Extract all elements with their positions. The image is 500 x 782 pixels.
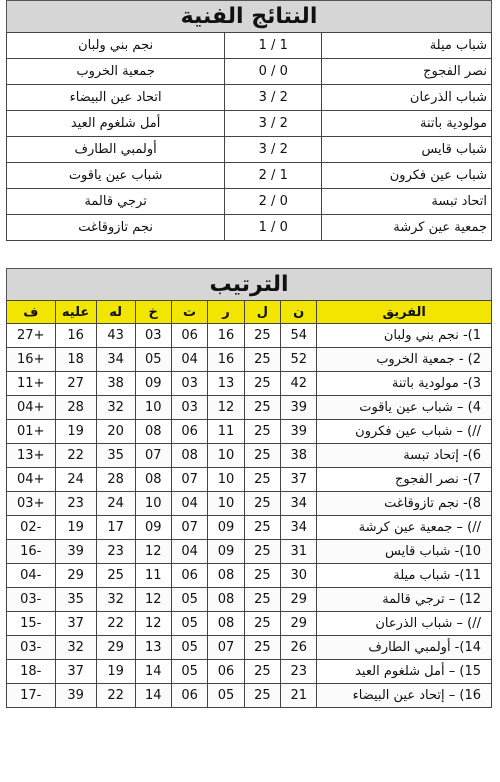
- result-away-team: نجم تازوقاغت: [7, 215, 225, 241]
- header-won: ر: [208, 301, 244, 324]
- standing-goal-difference: +03: [7, 492, 56, 516]
- standing-played: 25: [244, 636, 280, 660]
- standing-lost: 12: [135, 612, 171, 636]
- table-row: [7, 420, 492, 444]
- standing-won: 05: [208, 684, 244, 708]
- standing-goals-for: 25: [96, 564, 135, 588]
- result-away-team: أولمبي الطارف: [7, 137, 225, 163]
- standing-points: 31: [281, 540, 317, 564]
- standing-lost: 03: [135, 324, 171, 348]
- standing-goals-against: 23: [55, 492, 96, 516]
- result-score: 1 / 1: [225, 33, 322, 59]
- standing-goal-difference: +11: [7, 372, 56, 396]
- standing-goals-for: 35: [96, 444, 135, 468]
- standing-goals-for: 43: [96, 324, 135, 348]
- standing-drawn: 07: [171, 516, 207, 540]
- table-row: [7, 372, 492, 396]
- result-row: [7, 189, 492, 215]
- standing-points: 26: [281, 636, 317, 660]
- standing-goals-for: 28: [96, 468, 135, 492]
- standing-won: 06: [208, 660, 244, 684]
- result-away-team: جمعية الخروب: [7, 59, 225, 85]
- table-row: [7, 660, 492, 684]
- standing-lost: 12: [135, 588, 171, 612]
- standing-played: 25: [244, 516, 280, 540]
- table-row: [7, 612, 492, 636]
- standing-drawn: 03: [171, 372, 207, 396]
- table-row: [7, 588, 492, 612]
- standing-goals-for: 23: [96, 540, 135, 564]
- standing-lost: 08: [135, 468, 171, 492]
- standing-lost: 10: [135, 396, 171, 420]
- result-row: [7, 111, 492, 137]
- standing-points: 37: [281, 468, 317, 492]
- table-row: [7, 540, 492, 564]
- result-away-team: ترجي قالمة: [7, 189, 225, 215]
- results-title: النتائج الفنية: [6, 0, 492, 32]
- standing-goals-against: 39: [55, 540, 96, 564]
- standing-goals-for: 22: [96, 684, 135, 708]
- standing-goals-against: 37: [55, 660, 96, 684]
- standing-goals-for: 29: [96, 636, 135, 660]
- standing-goals-against: 28: [55, 396, 96, 420]
- standing-points: 42: [281, 372, 317, 396]
- standing-lost: 10: [135, 492, 171, 516]
- standing-won: 07: [208, 636, 244, 660]
- standing-lost: 11: [135, 564, 171, 588]
- header-points: ن: [281, 301, 317, 324]
- results-panel: [6, 0, 492, 241]
- standing-team: 11)- شباب ميلة: [317, 564, 492, 588]
- standing-played: 25: [244, 420, 280, 444]
- standing-goal-difference: -04: [7, 564, 56, 588]
- standing-goals-for: 24: [96, 492, 135, 516]
- result-score: 1 / 2: [225, 163, 322, 189]
- standing-drawn: 04: [171, 540, 207, 564]
- standing-lost: 05: [135, 348, 171, 372]
- result-row: [7, 215, 492, 241]
- header-drawn: ت: [171, 301, 207, 324]
- standing-played: 25: [244, 396, 280, 420]
- standing-played: 25: [244, 588, 280, 612]
- table-row: [7, 516, 492, 540]
- standing-lost: 08: [135, 420, 171, 444]
- result-score: 2 / 3: [225, 137, 322, 163]
- standing-lost: 09: [135, 516, 171, 540]
- standing-goal-difference: +16: [7, 348, 56, 372]
- standing-goals-against: 39: [55, 684, 96, 708]
- standing-team: 7)- نصر الفجوج: [317, 468, 492, 492]
- standing-goals-for: 20: [96, 420, 135, 444]
- standing-team: //) – شباب عين فكرون: [317, 420, 492, 444]
- standing-played: 25: [244, 324, 280, 348]
- standing-goals-against: 19: [55, 420, 96, 444]
- result-home-team: مولودية باتنة: [322, 111, 492, 137]
- standing-played: 25: [244, 348, 280, 372]
- standing-team: 12) – ترجي قالمة: [317, 588, 492, 612]
- standing-points: 54: [281, 324, 317, 348]
- header-goals-against: عليه: [55, 301, 96, 324]
- standings-panel: [6, 268, 492, 708]
- result-row: [7, 85, 492, 111]
- result-score: 0 / 2: [225, 189, 322, 215]
- standing-goals-against: 29: [55, 564, 96, 588]
- standing-team: 4) – شباب عين ياقوت: [317, 396, 492, 420]
- standing-won: 09: [208, 516, 244, 540]
- result-home-team: شباب عين فكرون: [322, 163, 492, 189]
- standing-team: 3)- مولودية باتنة: [317, 372, 492, 396]
- standing-goals-against: 16: [55, 324, 96, 348]
- standing-won: 16: [208, 324, 244, 348]
- standing-goal-difference: -03: [7, 636, 56, 660]
- standing-goal-difference: -02: [7, 516, 56, 540]
- standing-goals-for: 34: [96, 348, 135, 372]
- result-away-team: نجم بني ولبان: [7, 33, 225, 59]
- standing-goals-against: 37: [55, 612, 96, 636]
- table-row: [7, 324, 492, 348]
- standing-goals-for: 17: [96, 516, 135, 540]
- standing-points: 34: [281, 492, 317, 516]
- table-row: [7, 348, 492, 372]
- table-row: [7, 636, 492, 660]
- standing-points: 29: [281, 588, 317, 612]
- standing-drawn: 05: [171, 612, 207, 636]
- standing-points: 39: [281, 396, 317, 420]
- result-home-team: اتحاد تبسة: [322, 189, 492, 215]
- standing-drawn: 04: [171, 492, 207, 516]
- header-goals-for: له: [96, 301, 135, 324]
- standing-won: 10: [208, 492, 244, 516]
- result-score: 0 / 0: [225, 59, 322, 85]
- table-row: [7, 444, 492, 468]
- standing-goal-difference: -16: [7, 540, 56, 564]
- standing-won: 08: [208, 612, 244, 636]
- standing-played: 25: [244, 612, 280, 636]
- standing-goals-against: 24: [55, 468, 96, 492]
- standing-points: 23: [281, 660, 317, 684]
- header-goal-difference: ف: [7, 301, 56, 324]
- standing-played: 25: [244, 444, 280, 468]
- standing-lost: 14: [135, 660, 171, 684]
- standing-drawn: 05: [171, 660, 207, 684]
- standing-lost: 14: [135, 684, 171, 708]
- result-away-team: اتحاد عين البيضاء: [7, 85, 225, 111]
- standing-team: 8)- نجم تازوقاغت: [317, 492, 492, 516]
- table-row: [7, 492, 492, 516]
- standing-drawn: 08: [171, 444, 207, 468]
- standing-drawn: 06: [171, 684, 207, 708]
- standing-drawn: 04: [171, 348, 207, 372]
- table-row: [7, 396, 492, 420]
- standing-goal-difference: +04: [7, 468, 56, 492]
- standing-points: 52: [281, 348, 317, 372]
- standing-points: 34: [281, 516, 317, 540]
- standing-points: 38: [281, 444, 317, 468]
- standing-played: 25: [244, 684, 280, 708]
- standing-lost: 12: [135, 540, 171, 564]
- standing-won: 13: [208, 372, 244, 396]
- standing-goals-against: 19: [55, 516, 96, 540]
- standing-drawn: 05: [171, 588, 207, 612]
- standing-goals-for: 19: [96, 660, 135, 684]
- table-row: [7, 564, 492, 588]
- standing-goals-against: 18: [55, 348, 96, 372]
- standing-played: 25: [244, 468, 280, 492]
- result-home-team: شباب ميلة: [322, 33, 492, 59]
- standing-won: 10: [208, 468, 244, 492]
- standing-goals-against: 27: [55, 372, 96, 396]
- standing-goals-for: 38: [96, 372, 135, 396]
- standing-team: 15) – أمل شلغوم العيد: [317, 660, 492, 684]
- standing-goals-for: 32: [96, 396, 135, 420]
- standing-played: 25: [244, 564, 280, 588]
- standing-played: 25: [244, 540, 280, 564]
- result-score: 2 / 3: [225, 85, 322, 111]
- standing-team: 6)- إتحاد تبسة: [317, 444, 492, 468]
- result-row: [7, 59, 492, 85]
- standing-team: 2) - جمعية الخروب: [317, 348, 492, 372]
- standing-goal-difference: +04: [7, 396, 56, 420]
- standing-lost: 13: [135, 636, 171, 660]
- standing-team: //) – شباب الذرعان: [317, 612, 492, 636]
- result-row: [7, 163, 492, 189]
- standing-goal-difference: +27: [7, 324, 56, 348]
- standing-goal-difference: -17: [7, 684, 56, 708]
- standing-team: 1)- نجم بني ولبان: [317, 324, 492, 348]
- result-home-team: شباب الذرعان: [322, 85, 492, 111]
- standing-won: 08: [208, 564, 244, 588]
- header-lost: خ: [135, 301, 171, 324]
- standing-points: 30: [281, 564, 317, 588]
- standing-won: 12: [208, 396, 244, 420]
- table-row: [7, 468, 492, 492]
- standing-won: 08: [208, 588, 244, 612]
- standing-drawn: 03: [171, 396, 207, 420]
- result-row: [7, 33, 492, 59]
- standing-goal-difference: +01: [7, 420, 56, 444]
- result-score: 2 / 3: [225, 111, 322, 137]
- standing-goals-against: 35: [55, 588, 96, 612]
- standing-played: 25: [244, 660, 280, 684]
- standing-goal-difference: +13: [7, 444, 56, 468]
- standings-header-row: [7, 301, 492, 324]
- result-home-team: نصر الفجوج: [322, 59, 492, 85]
- standing-drawn: 06: [171, 324, 207, 348]
- standing-won: 10: [208, 444, 244, 468]
- header-played: ل: [244, 301, 280, 324]
- standing-goals-for: 32: [96, 588, 135, 612]
- standing-goals-against: 32: [55, 636, 96, 660]
- standing-won: 16: [208, 348, 244, 372]
- standing-goal-difference: -18: [7, 660, 56, 684]
- table-row: [7, 684, 492, 708]
- standing-points: 29: [281, 612, 317, 636]
- result-away-team: شباب عين ياقوت: [7, 163, 225, 189]
- standing-points: 21: [281, 684, 317, 708]
- standings-table: [6, 300, 492, 708]
- results-table: [6, 32, 492, 241]
- standing-won: 11: [208, 420, 244, 444]
- standing-lost: 07: [135, 444, 171, 468]
- standing-drawn: 05: [171, 636, 207, 660]
- standing-team: 14)- أولمبي الطارف: [317, 636, 492, 660]
- result-away-team: أمل شلغوم العيد: [7, 111, 225, 137]
- standing-won: 09: [208, 540, 244, 564]
- standing-team: 16) – إتحاد عين البيضاء: [317, 684, 492, 708]
- standing-team: //) – جمعية عين كرشة: [317, 516, 492, 540]
- standings-title: الترتيب: [6, 268, 492, 300]
- standing-played: 25: [244, 492, 280, 516]
- result-home-team: جمعية عين كرشة: [322, 215, 492, 241]
- standing-goals-for: 22: [96, 612, 135, 636]
- header-team: الفريق: [317, 301, 492, 324]
- result-row: [7, 137, 492, 163]
- standing-goal-difference: -15: [7, 612, 56, 636]
- result-home-team: شباب قايس: [322, 137, 492, 163]
- standing-drawn: 06: [171, 564, 207, 588]
- standing-lost: 09: [135, 372, 171, 396]
- standing-points: 39: [281, 420, 317, 444]
- standing-drawn: 07: [171, 468, 207, 492]
- result-score: 0 / 1: [225, 215, 322, 241]
- standing-goal-difference: -03: [7, 588, 56, 612]
- standing-goals-against: 22: [55, 444, 96, 468]
- standing-played: 25: [244, 372, 280, 396]
- standing-drawn: 06: [171, 420, 207, 444]
- standing-team: 10)- شباب قايس: [317, 540, 492, 564]
